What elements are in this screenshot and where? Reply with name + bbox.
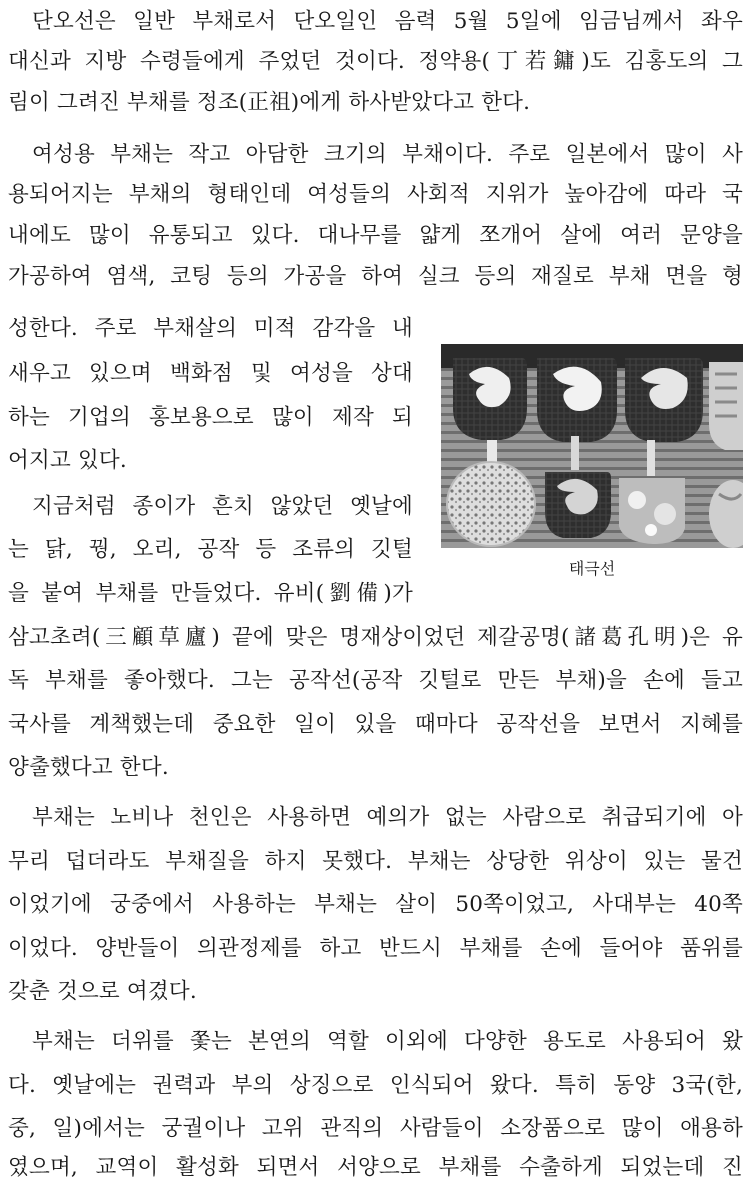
figure-caption: 태극선 bbox=[568, 559, 616, 578]
text-line: 무리 덥더라도 부채질을 하지 못했다. 부채는 상당한 위상이 있는 물건 bbox=[8, 849, 743, 874]
text-line: 가공하여 염색, 코팅 등의 가공을 하여 실크 등의 재질로 부채 면을 형 bbox=[8, 264, 743, 289]
text-line: 단오선은 일반 부채로서 단오일인 음력 5월 5일에 임금님께서 좌우 bbox=[32, 9, 743, 34]
text-line: 부채는 더위를 쫓는 본연의 역할 이외에 다양한 용도로 사용되어 왔 bbox=[32, 1029, 743, 1054]
text-line: 용되어지는 부채의 형태인데 여성들의 사회적 지위가 높아감에 따라 국 bbox=[8, 182, 743, 207]
text-line: 부채는 노비나 천인은 사용하면 예의가 없는 사람으로 취급되기에 아 bbox=[32, 805, 743, 830]
text-line: 새우고 있으며 백화점 및 여성을 상대 bbox=[8, 361, 413, 386]
text-line: 삼고초려(三顧草廬) 끝에 맞은 명재상이었던 제갈공명(諸葛孔明)은 유 bbox=[8, 625, 743, 650]
fan-shape bbox=[625, 358, 703, 442]
text-line: 지금처럼 종이가 흔치 않았던 옛날에 bbox=[32, 494, 413, 519]
text-line: 독 부채를 좋아했다. 그는 공작선(공작 깃털로 만든 부채)을 손에 들고 bbox=[8, 668, 743, 693]
text-line: 국사를 계책했는데 중요한 일이 있을 때마다 공작선을 보면서 지혜를 bbox=[8, 712, 743, 737]
fan-shape bbox=[453, 358, 527, 440]
text-line: 다. 옛날에는 권력과 부의 상징으로 인식되어 왔다. 특히 동양 3국(한, bbox=[8, 1073, 743, 1098]
text-line: 내에도 많이 유통되고 있다. 대나무를 얇게 쪼개어 살에 여러 문양을 bbox=[8, 223, 743, 248]
text-line: 중, 일)에서는 궁궐이나 고위 관직의 사람들이 소장품으로 많이 애용하 bbox=[8, 1116, 743, 1141]
text-line: 대신과 지방 수령들에게 주었던 것이다. 정약용(丁若鏞)도 김홍도의 그 bbox=[8, 49, 743, 74]
text-line: 는 닭, 꿩, 오리, 공작 등 조류의 깃털 bbox=[8, 537, 413, 562]
text-line: 을 붙여 부채를 만들었다. 유비(劉備)가 bbox=[8, 581, 413, 606]
text-line: 갖춘 것으로 여겼다. bbox=[8, 979, 197, 1004]
text-line: 양출했다고 한다. bbox=[8, 755, 169, 780]
text-line: 하는 기업의 홍보용으로 많이 제작 되 bbox=[8, 405, 413, 430]
text-line: 어지고 있다. bbox=[8, 448, 127, 473]
taegeuk-fan-photo bbox=[441, 344, 743, 548]
text-line: 이었기에 궁중에서 사용하는 부채는 살이 50쪽이었고, 사대부는 40쪽 bbox=[8, 892, 743, 917]
text-line: 성한다. 주로 부채살의 미적 감각을 내 bbox=[8, 316, 413, 341]
text-line: 여성용 부채는 작고 아담한 크기의 부채이다. 주로 일본에서 많이 사 bbox=[32, 142, 743, 167]
text-line: 림이 그려진 부채를 정조(正祖)에게 하사받았다고 한다. bbox=[8, 90, 531, 115]
fan-shape bbox=[709, 362, 743, 450]
fan-shape bbox=[537, 358, 617, 442]
text-line: 였으며, 교역이 활성화 되면서 서양으로 부채를 수출하게 되었는데 진 bbox=[8, 1155, 743, 1180]
text-line: 이었다. 양반들이 의관정제를 하고 반드시 부채를 손에 들어야 품위를 bbox=[8, 936, 743, 961]
